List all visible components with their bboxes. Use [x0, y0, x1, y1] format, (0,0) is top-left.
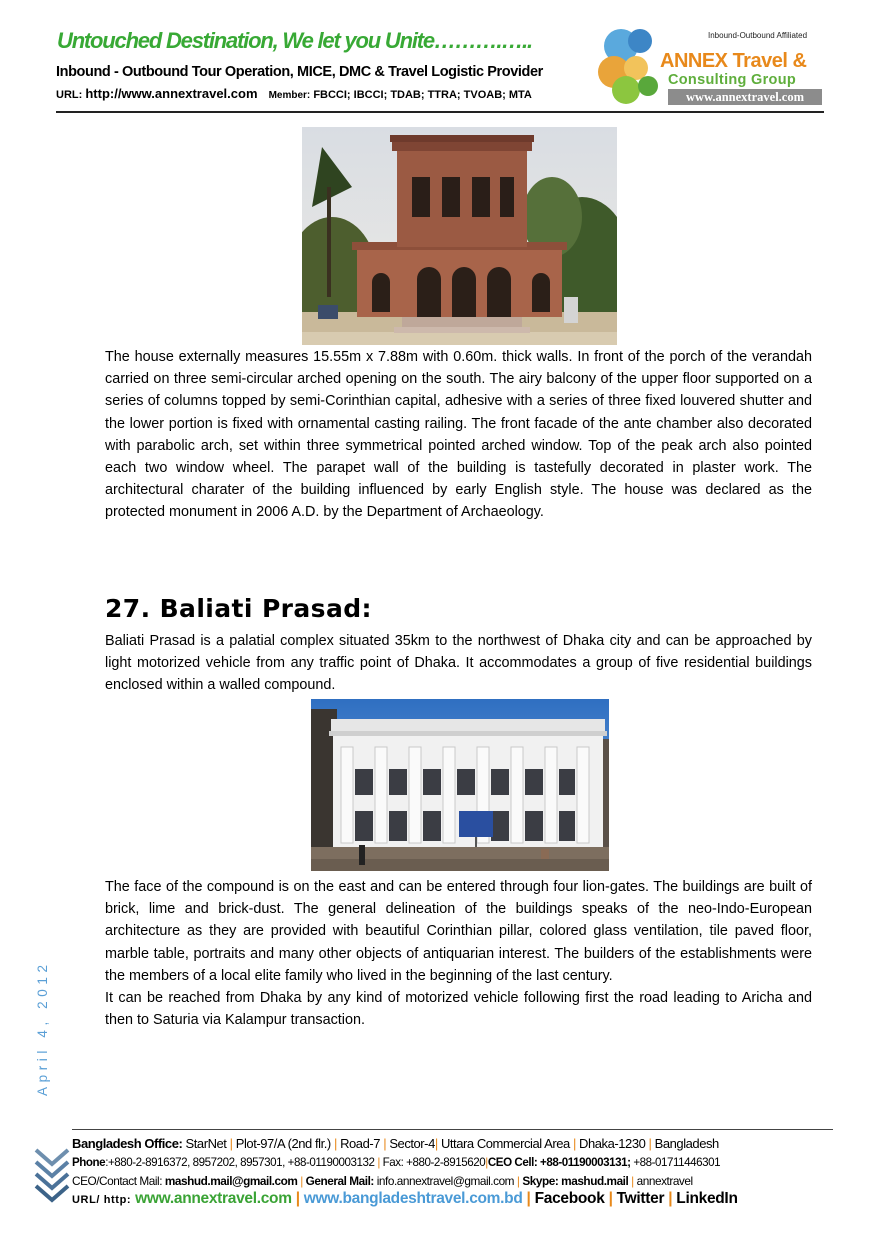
photo-brick-house	[302, 127, 617, 345]
general-mail-label: General Mail:	[305, 1174, 374, 1188]
side-date-text: April 4, 2012	[35, 960, 50, 1096]
baliati-intro	[105, 630, 812, 697]
office-part: Road-7	[340, 1136, 381, 1151]
house-description	[105, 346, 812, 524]
skype-id[interactable]: mashud.mail	[561, 1174, 629, 1188]
baliati-intro-text: Baliati Prasad is a palatial complex situated 35km to the northwest of Dhaka city and can be approached by light motorized vehicle from any traffic point of Dhaka. It accommodates a group of five residential buildings enclosed within a walled compound.	[105, 633, 812, 694]
footer-phone-line: Phone:+880-2-8916372, 8957202, 8957301, +88-01190003132 | Fax: +880-2-8915620|CEO Cell: +88-01190003131; +88-01711446301	[72, 1156, 721, 1169]
facebook-link[interactable]: Facebook	[534, 1190, 605, 1207]
brand-name: ANNEX Travel &	[660, 50, 807, 72]
contact-mail-label: CEO/Contact Mail:	[72, 1174, 163, 1188]
footer-url-annextravel[interactable]: www.annextravel.com	[135, 1190, 292, 1207]
url-label: URL:	[56, 89, 83, 101]
baliati-details-text: The face of the compound is on the east and can be entered through four lion-gates. The buildings are built of brick, lime and brick-dust. The general delineation of the buildings speaks of the neo-Indo-European architecture as they are provided with beautiful Corinthian pillar, colored glass ventilation, tile paved floor, marble table, portraits and many other objects of antiquarian interest. The builders of the establishments were the members of a local elite family who lived in the beginning of the last century.	[105, 879, 812, 984]
skype-extra: annextravel	[636, 1174, 693, 1188]
office-part: Bangladesh	[654, 1136, 719, 1151]
header-subtitle: Inbound - Outbound Tour Operation, MICE, DMC & Travel Logistic Provider	[56, 64, 543, 80]
twitter-link[interactable]: Twitter	[616, 1190, 665, 1207]
annex-logo-icon	[596, 24, 666, 106]
baliati-details	[105, 876, 812, 1031]
ceo-cell-extra: +88-01711446301	[630, 1156, 721, 1169]
house-description-text: The house externally measures 15.55m x 7.88m with 0.60m. thick walls. In front of the porch of the verandah carried on three semi-circular arched opening on the south. The airy balcony of the upper floor supported on a series of columns topped by semi-Corinthian capital, adhesive with a series of three fixed louvered shutter and the lower portion is fixed with ornamental casting railing. The front facade of the ante chamber also decorated with parabolic arch, set within three symmetrical pointed arched window. Top of the peak arch also pointed each two window wheel. The parapet wall of the building is tastefully decorated in plaster work. The architectural charater of the building influenced by early English style. The house was declared as the protected monument in 2006 A.D. by the Department of Archaeology.	[105, 349, 812, 521]
brand-website[interactable]: www.annextravel.com	[668, 89, 822, 105]
phone-label: Phone	[72, 1156, 106, 1169]
side-date	[29, 960, 55, 1100]
footer-url-bangladeshtravel[interactable]: www.bangladeshtravel.com.bd	[303, 1190, 523, 1207]
baliati-directions-text: It can be reached from Dhaka by any kind of motorized vehicle following first the road leading to Aricha and then to Saturia via Kalampur transaction.	[105, 990, 812, 1029]
affiliated-label: Inbound-Outbound Affiliated	[708, 31, 808, 40]
office-part: Plot-97/A (2nd flr.)	[235, 1136, 331, 1151]
footer-links-line: URL/ http: www.annextravel.com | www.bangladeshtravel.com.bd | Facebook | Twitter | LinkedIn	[72, 1190, 738, 1207]
ceo-cell-number: : +88-01190003131;	[533, 1156, 631, 1169]
photo-baliati-palace	[311, 699, 609, 871]
header-tagline: Untouched Destination, We let you Unite……….…..	[57, 28, 532, 53]
office-part: Dhaka-1230	[579, 1136, 646, 1151]
ceo-cell-label: CEO Cell	[487, 1156, 534, 1169]
contact-mail[interactable]: mashud.mail@gmail.com	[164, 1174, 298, 1188]
linkedin-link[interactable]: LinkedIn	[676, 1190, 738, 1207]
general-mail[interactable]: info.annextravel@gmail.com	[376, 1174, 515, 1188]
skype-label: Skype:	[522, 1174, 559, 1188]
footer-mail-line: CEO/Contact Mail: mashud.mail@gmail.com | General Mail: info.annextravel@gmail.com | Skype: mashud.mail | annextravel	[72, 1174, 693, 1188]
office-part: Uttara Commercial Area	[440, 1136, 570, 1151]
brand-subname: Consulting Group	[668, 72, 797, 88]
header-url-line	[56, 86, 532, 101]
member-label: Member:	[268, 90, 311, 101]
footer-url-label: URL/ http:	[72, 1194, 132, 1206]
fax-number: Fax: +880-2-8915620	[382, 1156, 486, 1169]
phone-numbers: :+880-2-8916372, 8957202, 8957301, +88-01190003132	[105, 1156, 375, 1169]
footer-office-line: Bangladesh Office: StarNet | Plot-97/A (2nd flr.) | Road-7 | Sector-4| Uttara Commercial Area | Dhaka-1230 | Bangladesh	[72, 1136, 719, 1151]
chevron-down-icon	[34, 1146, 70, 1204]
office-part: Sector-4	[389, 1136, 435, 1151]
section-heading: 27. Baliati Prasad:	[105, 594, 372, 623]
office-part: StarNet	[185, 1136, 227, 1151]
office-label: Bangladesh Office:	[72, 1136, 183, 1151]
member-list: FBCCI; IBCCI; TDAB; TTRA; TVOAB; MTA	[313, 89, 532, 101]
footer-divider	[72, 1129, 833, 1130]
header-divider	[56, 111, 824, 113]
header-url-link[interactable]: http://www.annextravel.com	[85, 86, 258, 101]
